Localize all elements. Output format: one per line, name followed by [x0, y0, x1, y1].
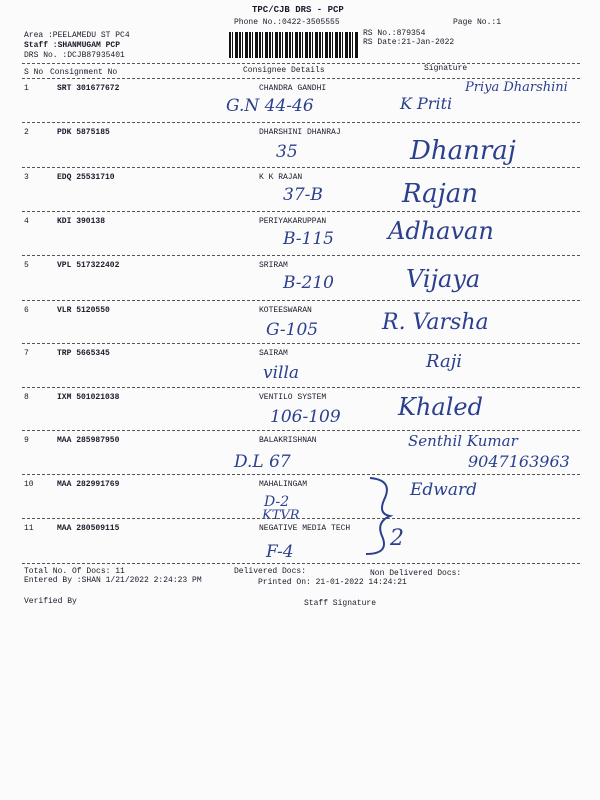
divider — [22, 255, 580, 256]
row-signature: Edward — [410, 480, 477, 500]
row-address: G.N 44-46 — [226, 96, 314, 116]
row-sno: 6 — [24, 306, 29, 315]
row-consignee: CHANDRA GANDHI — [259, 84, 327, 93]
row-address: D-2 — [264, 494, 290, 510]
row-signature: 2 — [390, 526, 404, 551]
rs-date: RS Date:21-Jan-2022 — [363, 38, 455, 47]
row-consignee: KOTEESWARAN — [259, 306, 312, 315]
row-consignment: MAA 280509115 — [57, 524, 120, 533]
row-address: 35 — [276, 142, 298, 162]
table-row — [0, 520, 600, 564]
row-sno: 10 — [24, 480, 34, 489]
page-number: Page No.:1 — [453, 18, 502, 27]
divider — [22, 563, 580, 564]
table-row — [0, 302, 600, 346]
row-address-2: KTVR — [262, 508, 300, 523]
row-signature: Raji — [426, 351, 463, 372]
rs-number: RS No.:879354 — [363, 29, 426, 38]
row-signature: Dhanraj — [410, 136, 516, 166]
phone-number: Phone No.:0422-3505555 — [234, 18, 340, 27]
row-sno: 11 — [24, 524, 34, 533]
divider — [22, 63, 580, 64]
row-consignee: DHARSHINI DHANRAJ — [259, 128, 341, 137]
row-signature: Vijaya — [406, 265, 481, 293]
row-consignee: NEGATIVE MEDIA TECH — [259, 524, 351, 533]
delivered-docs: Delivered Docs: — [234, 567, 307, 576]
divider — [22, 518, 580, 519]
staff-signature: Staff Signature — [304, 599, 377, 608]
area-label: Area :PEELAMEDU ST PC4 — [24, 31, 130, 40]
row-signature: K Priti — [400, 94, 453, 113]
row-consignment: PDK 5875185 — [57, 128, 110, 137]
row-sno: 2 — [24, 128, 29, 137]
row-consignment: TRP 5665345 — [57, 349, 110, 358]
divider — [22, 211, 580, 212]
total-docs: Total No. Of Docs: 11 — [24, 567, 125, 576]
drs-number: DRS No. :DCJB87935401 — [24, 51, 125, 60]
col-signature: Signature — [424, 64, 468, 73]
row-address: B-210 — [283, 273, 334, 293]
staff-label: Staff :SHANMUGAM PCP — [24, 41, 121, 50]
table-row — [0, 389, 600, 433]
divider — [22, 167, 580, 168]
row-address: G-105 — [266, 320, 319, 340]
row-signature: Adhavan — [388, 217, 494, 245]
row-consignee: K K RAJAN — [259, 173, 303, 182]
row-signature: R. Varsha — [382, 310, 489, 335]
divider — [22, 430, 580, 431]
row-signature: Khaled — [398, 393, 483, 421]
table-row — [0, 124, 600, 168]
divider — [22, 343, 580, 344]
row-consignee: PERIYAKARUPPAN — [259, 217, 327, 226]
divider — [22, 122, 580, 123]
row-consignee: BALAKRISHNAN — [259, 436, 317, 445]
printed-on: Printed On: 21-01-2022 14:24:21 — [258, 578, 407, 587]
table-row — [0, 345, 600, 389]
row-consignee: MAHALINGAM — [259, 480, 308, 489]
row-address: 37-B — [283, 185, 323, 205]
table-row — [0, 432, 600, 476]
row-address: 106-109 — [270, 407, 341, 427]
col-consignment: Consignment No — [50, 68, 118, 77]
row-consignment: MAA 285987950 — [57, 436, 120, 445]
row-signature: Senthil Kumar — [408, 432, 518, 450]
col-sno: S No — [24, 68, 44, 77]
row-phone-note: 9047163963 — [468, 452, 570, 471]
bracket-mark — [360, 470, 400, 560]
row-address: F-4 — [266, 542, 294, 562]
row-sno: 9 — [24, 436, 29, 445]
row-sno: 4 — [24, 217, 29, 226]
row-consignment: SRT 301677672 — [57, 84, 120, 93]
divider — [22, 474, 580, 475]
row-sno: 5 — [24, 261, 29, 270]
row-address: villa — [263, 363, 300, 383]
table-row — [0, 169, 600, 213]
row-consignment: KDI 390138 — [57, 217, 106, 226]
table-row — [0, 476, 600, 523]
divider — [22, 300, 580, 301]
row-consignee: VENTILO SYSTEM — [259, 393, 327, 402]
row-consignment: MAA 282991769 — [57, 480, 120, 489]
row-sno: 3 — [24, 173, 29, 182]
table-row — [0, 80, 600, 124]
row-signature: Rajan — [402, 179, 478, 209]
report-title: TPC/CJB DRS - PCP — [252, 5, 344, 15]
row-address: B-115 — [283, 229, 334, 249]
barcode — [229, 32, 359, 58]
row-consignment: IXM 501021038 — [57, 393, 120, 402]
row-consignment: EDQ 25531710 — [57, 173, 115, 182]
table-row — [0, 213, 600, 257]
row-consignment: VLR 5120550 — [57, 306, 110, 315]
divider — [22, 387, 580, 388]
divider — [22, 78, 580, 79]
row-sno: 1 — [24, 84, 29, 93]
table-row — [0, 257, 600, 301]
non-delivered-docs: Non Delivered Docs: — [370, 569, 462, 578]
row-consignee: SAIRAM — [259, 349, 288, 358]
row-consignee: SRIRAM — [259, 261, 288, 270]
entered-by: Entered By :SHAN 1/21/2022 2:24:23 PM — [24, 576, 202, 585]
row-address: D.L 67 — [234, 452, 291, 472]
row-sno: 7 — [24, 349, 29, 358]
col-consignee: Consignee Details — [243, 66, 325, 75]
row-sno: 8 — [24, 393, 29, 402]
row-signature-2: Priya Dharshini — [465, 80, 568, 95]
verified-by: Verified By — [24, 597, 77, 606]
row-consignment: VPL 517322402 — [57, 261, 120, 270]
